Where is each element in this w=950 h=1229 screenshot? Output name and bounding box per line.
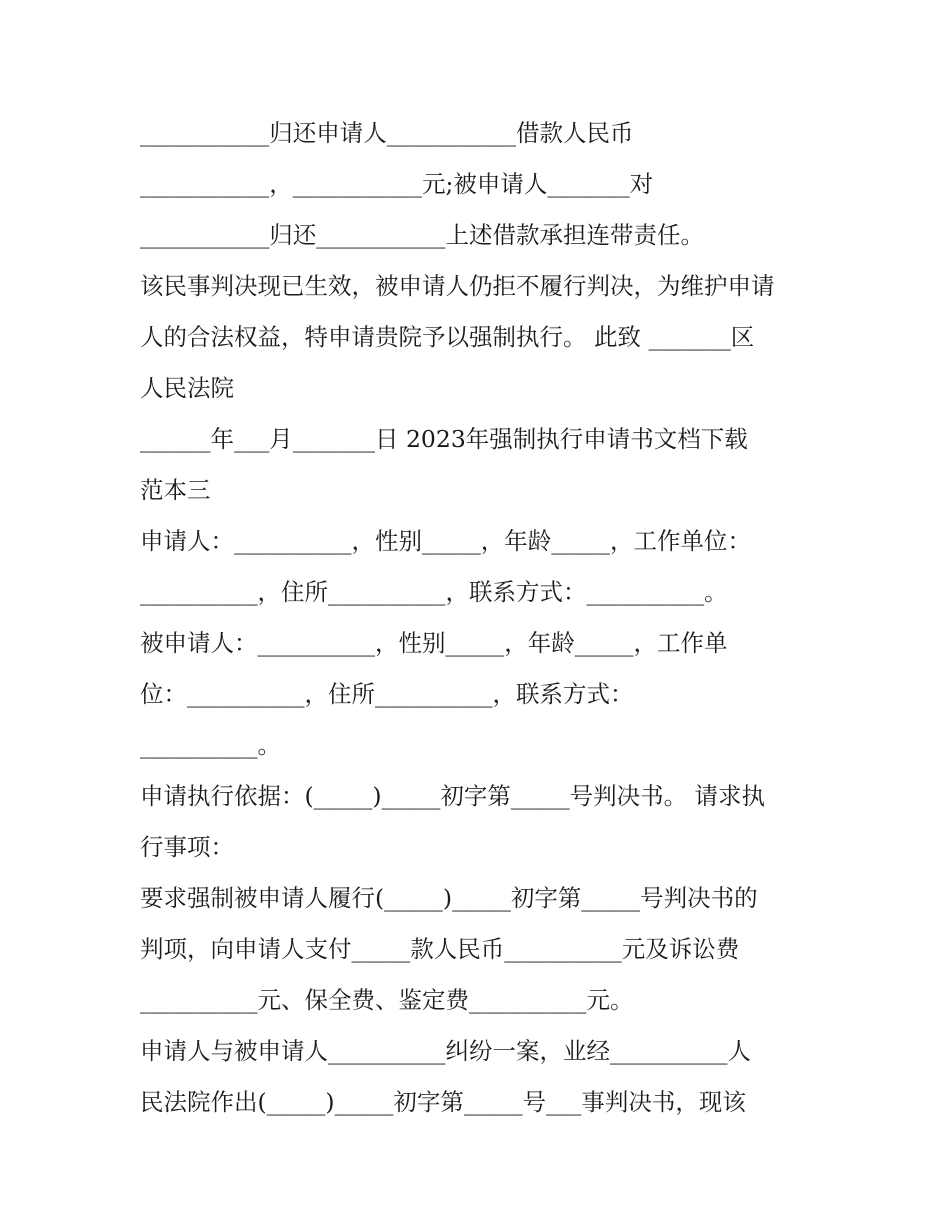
text-line: 申请人与被申请人__________纠纷一案，业经__________人 xyxy=(140,1037,751,1065)
text-line: 位：__________，住所__________，联系方式： xyxy=(140,680,634,708)
text-line: 申请人：__________，性别_____，年龄_____，工作单位： xyxy=(140,527,751,555)
document-body xyxy=(140,108,830,1128)
section-title: 范本三 xyxy=(140,476,211,504)
text-line: 行事项： xyxy=(140,833,234,861)
text-line: __________，住所__________，联系方式：__________。 xyxy=(140,578,728,606)
text-line: 民法院作出(_____)_____初字第_____号___事判决书，现该 xyxy=(140,1088,746,1116)
text-line: ___________，___________元;被申请人_______对 xyxy=(140,170,654,198)
text-line: 申请执行依据：(_____)_____初字第_____号判决书。 请求执 xyxy=(140,782,766,810)
text-line: 人的合法权益，特申请贵院予以强制执行。 此致 _______区 xyxy=(140,323,755,351)
text-line: ___________归还申请人___________借款人民币 xyxy=(140,119,634,147)
text-line: __________元、保全费、鉴定费__________元。 xyxy=(140,986,634,1014)
text-line: ___________归还___________上述借款承担连带责任。 xyxy=(140,221,704,249)
text-line: 判项，向申请人支付_____款人民币__________元及诉讼费 xyxy=(140,935,740,963)
text-line: 人民法院 xyxy=(140,374,234,402)
text-line: 该民事判决现已生效，被申请人仍拒不履行判决，为维护申请 xyxy=(140,272,775,300)
text-line: 被申请人：__________，性别_____，年龄_____，工作单 xyxy=(140,629,728,657)
text-line: __________。 xyxy=(140,731,281,759)
text-line: ______年___月_______日 2023年强制执行申请书文档下载 xyxy=(140,425,748,453)
text-line: 要求强制被申请人履行(_____)_____初字第_____号判决书的 xyxy=(140,884,758,912)
